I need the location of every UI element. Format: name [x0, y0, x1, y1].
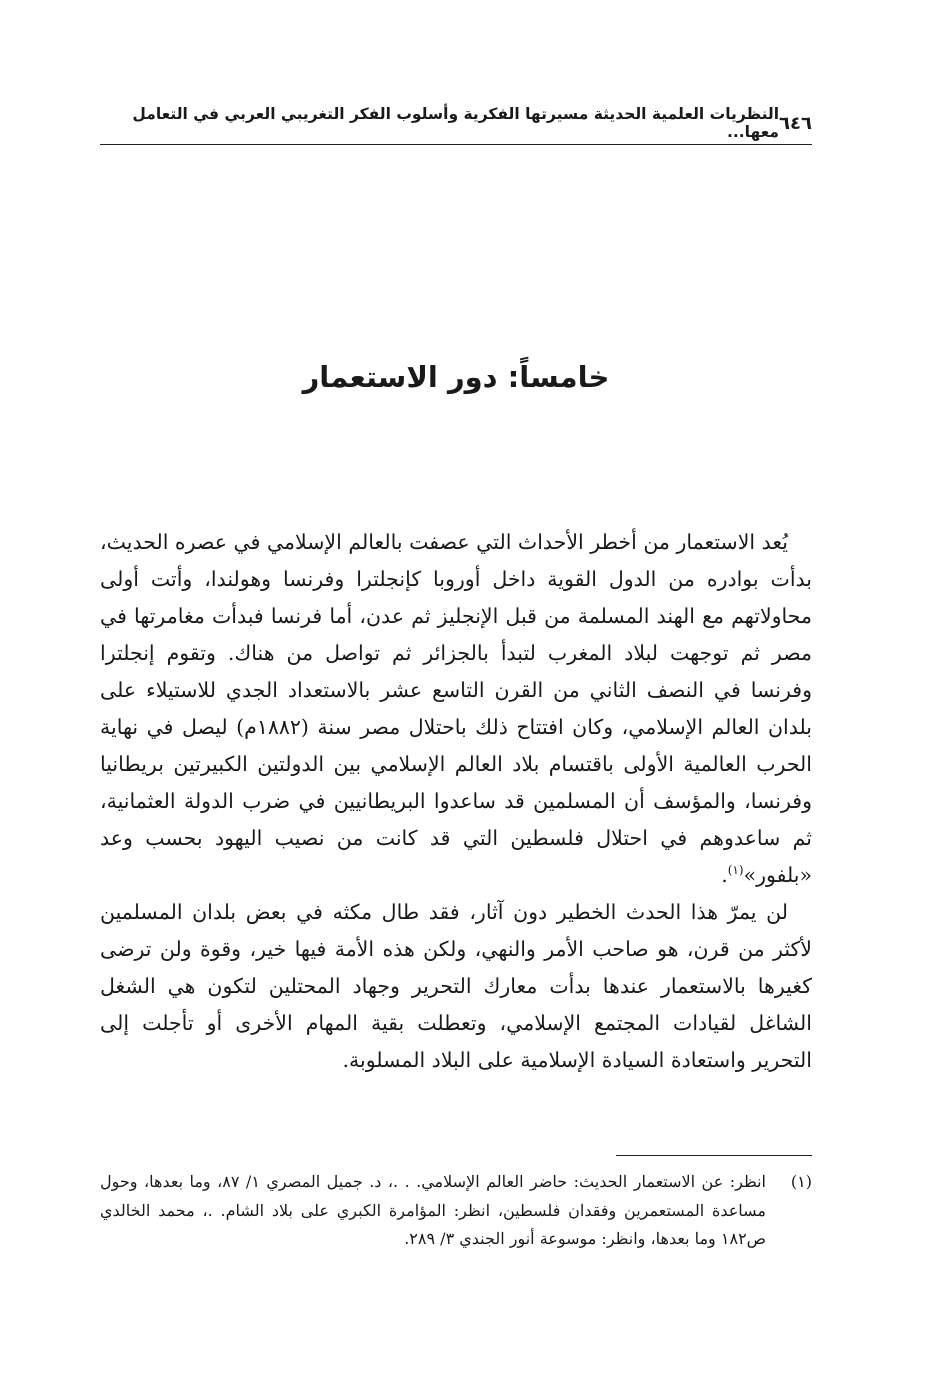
running-title: النظريات العلمية الحديثة مسيرتها الفكرية وأسلوب الفكر التغريبي العربي في التعامل معها...: [132, 105, 780, 141]
section-title: خامساً: دور الاستعمار: [302, 360, 610, 394]
footnote-text: انظر: عن الاستعمار الحديث: حاضر العالم الإسلامي. . .، د. جميل المصري ١/ ٨٧، وما بعدها، وحول مساعدة المستعمرين وفقدان فلسطين، انظر: المؤامرة الكبري على بلاد الشام. .، محمد الخالدي ص١٨٢ وما بعدها، وانظر: موسوعة أنور الجندي ٣/ ٢٨٩.: [100, 1172, 766, 1248]
paragraph-2: لن يمرّ هذا الحدث الخطير دون آثار، فقد طال مكثه في بعض بلدان المسلمين لأكثر من قرن، هو صاحب الأمر والنهي، ولكن هذه الأمة فيها خير، وقوة ولن ترضى كغيرها بالاستعمار عندها بدأت معارك التحرير وجهاد المحتلين لتكون هي الشغل الشاغل لقيادات المجتمع الإسلامي، وتعطلت بقية المهام الأخرى أو تأجلت إلى التحرير واستعادة السيادة الإسلامية على البلاد المسلوبة.: [100, 900, 812, 1072]
page-number: ٦٤٦: [779, 112, 812, 134]
footnote-1: [100, 1168, 812, 1254]
header-divider: [100, 144, 812, 145]
body-text: [100, 524, 812, 1079]
paragraph-1-text: يُعد الاستعمار من أخطر الأحداث التي عصفت بالعالم الإسلامي في عصره الحديث، بدأت بوادره من الدول القوية داخل أوروبا كإنجلترا وفرنسا وهولندا، وأتت أولى محاولاتهم مع الهند المسلمة من قبل الإنجليز ثم عدن، أما فرنسا فبدأت مغامرتها في مصر ثم توجهت لبلاد المغرب لتبدأ بالجزائر ثم تواصل من هناك. وتقوم إنجلترا وفرنسا في النصف الثاني من القرن التاسع عشر بالاستعداد الجدي للاستيلاء على بلدان العالم الإسلامي، وكان افتتاح ذلك باحتلال مصر سنة (١٨٨٢م) ليصل في نهاية الحرب العالمية الأولى باقتسام بلاد العالم الإسلامي بين الدولتين الكبيرتين بريطانيا وفرنسا، والمؤسف أن المسلمين قد ساعدوا البريطانيين في ضرب الدولة العثمانية، ثم ساعدوهم في احتلال فلسطين التي قد كانت من نصيب اليهود بحسب وعد «بلفور»: [100, 530, 812, 887]
paragraph-1: [100, 524, 812, 894]
footnote-divider: [616, 1155, 812, 1156]
running-header: [100, 106, 812, 140]
footnote-reference: (١): [727, 863, 744, 878]
paragraph-1-end: .: [721, 863, 728, 887]
footnote-marker: (١): [790, 1172, 812, 1191]
